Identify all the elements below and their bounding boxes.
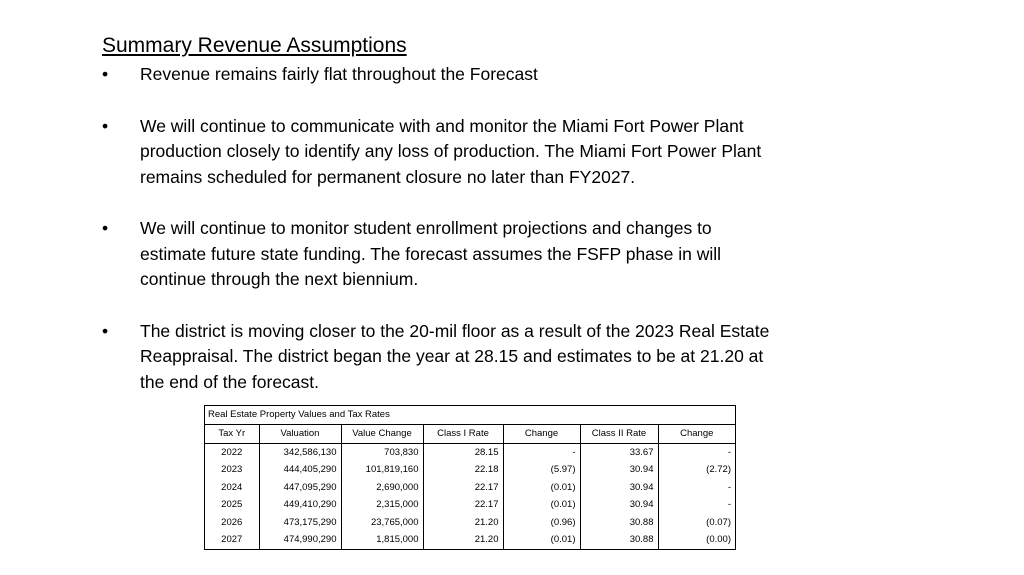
value-change-cell: 2,315,000: [341, 496, 423, 514]
table-row: [205, 443, 735, 461]
bullet-spacer: [102, 293, 862, 319]
column-header-class-i-rate: Class I Rate: [423, 425, 503, 443]
column-header-value-change: Value Change: [341, 425, 423, 443]
column-header-valuation: Valuation: [259, 425, 341, 443]
class-ii-change-cell: (0.00): [706, 534, 731, 545]
bullet-item: [102, 319, 862, 396]
bullet-marker: •: [102, 64, 109, 84]
value-change-cell: 23,765,000: [341, 514, 423, 532]
class-ii-change-cell: (2.72): [706, 464, 731, 475]
tax-rates-table: [204, 405, 736, 550]
bullet-line: We will continue to monitor student enrollment projections and changes to: [140, 218, 712, 238]
bullet-item: [102, 216, 862, 293]
class-i-rate-cell: 22.17: [423, 479, 503, 497]
bullet-list: [102, 62, 862, 395]
bullet-line: Reappraisal. The district began the year at 28.15 and estimates to be at 21.20 at: [140, 346, 764, 366]
value-change-cell: 2,690,000: [341, 479, 423, 497]
class-ii-change-cell: -: [727, 481, 731, 493]
class-i-change-cell: (5.97): [503, 461, 580, 479]
bullet-item: [102, 62, 862, 88]
valuation-cell: 474,990,290: [259, 531, 341, 549]
table-row: [205, 461, 735, 479]
tax-yr-cell: 2027: [205, 531, 259, 549]
column-header-class-ii-rate: Class II Rate: [580, 425, 658, 443]
tax-yr-cell: 2025: [205, 496, 259, 514]
value-change-cell: 703,830: [341, 443, 423, 461]
bullet-line: the end of the forecast.: [140, 371, 320, 392]
class-ii-rate-cell: 33.67: [580, 443, 658, 461]
valuation-cell: 473,175,290: [259, 514, 341, 532]
class-ii-rate-cell: 30.88: [580, 514, 658, 532]
valuation-cell: 449,410,290: [259, 496, 341, 514]
class-ii-change-cell: -: [727, 499, 731, 510]
table-row: [205, 479, 735, 497]
table-header-row: [205, 425, 735, 443]
class-ii-change-cell: -: [727, 446, 731, 458]
bullet-marker: •: [102, 218, 109, 238]
bullet-item: [102, 114, 862, 191]
tax-yr-cell: 2024: [205, 479, 259, 497]
class-i-rate-cell: 22.18: [423, 461, 503, 479]
bullet-line: continue through the next biennium.: [140, 269, 419, 289]
valuation-cell: 444,405,290: [259, 461, 341, 479]
class-i-rate-cell: 21.20: [423, 531, 503, 549]
bullet-line: production closely to identify any loss of production. The Miami Fort Power Plant: [140, 141, 762, 161]
table-row: [205, 514, 735, 532]
bullet-line: The district is moving closer to the 20-mil floor as a result of the 2023 Real Estate: [140, 320, 770, 341]
table-title: Real Estate Property Values and Tax Rates: [205, 406, 735, 425]
class-ii-rate-cell: 30.94: [580, 461, 658, 479]
class-i-change-cell: (0.96): [503, 514, 580, 532]
value-change-cell: 101,819,160: [341, 461, 423, 479]
class-ii-rate-cell: 30.94: [580, 496, 658, 514]
class-ii-rate-cell: 30.88: [580, 531, 658, 549]
bullet-marker: •: [102, 115, 109, 136]
class-i-rate-cell: 21.20: [423, 514, 503, 532]
valuation-cell: 447,095,290: [259, 479, 341, 497]
column-header-class-i-change: Change: [503, 425, 580, 443]
bullet-line: Revenue remains fairly flat throughout the Forecast: [140, 64, 538, 84]
bullet-spacer: [102, 190, 862, 216]
slide-title: Summary Revenue Assumptions: [102, 34, 407, 57]
column-header-class-ii-change: Change: [658, 425, 735, 443]
tax-yr-cell: 2026: [205, 514, 259, 532]
tax-yr-cell: 2023: [205, 461, 259, 479]
valuation-cell: 342,586,130: [259, 443, 341, 461]
bullet-line: remains scheduled for permanent closure no later than FY2027.: [140, 166, 636, 187]
bullet-line: estimate future state funding. The forecast assumes the FSFP phase in will: [140, 243, 722, 264]
class-i-change-cell: -: [503, 443, 580, 461]
class-ii-rate-cell: 30.94: [580, 479, 658, 497]
table-row: [205, 496, 735, 514]
table-grid: [205, 425, 735, 549]
class-i-change-cell: (0.01): [503, 479, 580, 497]
tax-yr-cell: 2022: [205, 443, 259, 461]
bullet-marker: •: [102, 320, 109, 341]
column-header-tax-yr: Tax Yr: [205, 425, 259, 443]
bullet-line: We will continue to communicate with and monitor the Miami Fort Power Plant: [140, 115, 744, 136]
class-i-rate-cell: 28.15: [423, 443, 503, 461]
class-i-rate-cell: 22.17: [423, 496, 503, 514]
bullet-spacer: [102, 88, 862, 114]
value-change-cell: 1,815,000: [341, 531, 423, 549]
class-i-change-cell: (0.01): [503, 531, 580, 549]
table-row: [205, 531, 735, 549]
class-ii-change-cell: (0.07): [706, 516, 731, 528]
table-body: [205, 443, 735, 549]
class-i-change-cell: (0.01): [503, 496, 580, 514]
